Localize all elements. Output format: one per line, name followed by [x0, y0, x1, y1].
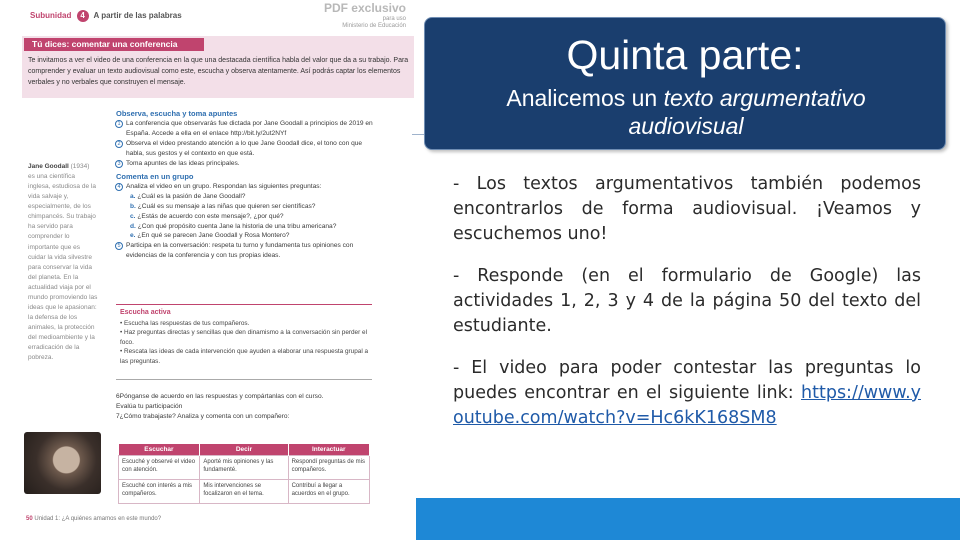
active-listening-box	[116, 304, 372, 380]
bottom-accent-bar	[416, 498, 960, 540]
page-footer	[26, 516, 161, 522]
table-cell: Aporté mis opiniones y las fundamenté.	[200, 455, 288, 479]
activity-3-text: Toma apuntes de las ideas principales.	[126, 159, 240, 167]
subtitle-italic: texto argumentativo audiovisual	[628, 85, 866, 139]
question-a: a. ¿Cuál es la pasión de Jane Goodall?	[130, 192, 246, 200]
activity-4-text: Analiza el video en un grupo. Respondan las siguientes preguntas:	[126, 182, 322, 190]
textbook-page-image	[0, 0, 416, 540]
activities-column-2	[116, 392, 378, 422]
box-item-2: • Haz preguntas directas y sencillas que den dinamismo a la conversación sin perder el foco.	[120, 329, 367, 346]
table-header: Decir	[200, 444, 288, 455]
page-number: 50	[26, 516, 33, 522]
question-d-text: ¿Con qué propósito cuenta Jane la historia de una tribu americana?	[137, 222, 337, 230]
activity-2-text: Observa el video prestando atención a lo que Jane Goodall dice, el tono con que habla, sus gestos y el contexto en que está.	[126, 140, 363, 157]
activities-column	[116, 106, 378, 261]
bullet-paragraph: - Los textos argumentativos también podemos encontrarlos de forma audiovisual. ¡Veamos y escuchemos uno!	[453, 174, 921, 244]
subunit-header	[30, 10, 182, 22]
pdf-sub: para uso	[382, 15, 406, 22]
table-row	[119, 455, 370, 479]
section-comenta: Comenta en un grupo	[116, 171, 194, 181]
activity-7-text: ¿Cómo trabajaste? Analiza y comenta con un compañero:	[119, 412, 290, 420]
intro-text: Te invitamos a ver el video de una conferencia en la que una destacada científica habla del valor que da a su trabajo. Para comprender y evaluar un texto audiovisual como este, escucha y observa atentamente. Así podrás captar los elementos verbales y no verbales que construyen el mensaje.	[28, 57, 409, 86]
subunit-label: Subunidad	[30, 11, 72, 20]
pdf-ministry: Ministerio de Educación	[342, 22, 406, 29]
activity-6: 6Pónganse de acuerdo en las respuestas y compártanlas con el curso.	[116, 393, 324, 400]
bullet-text: - El video para poder contestar las preguntas lo puedes encontrar en el siguiente link:	[453, 358, 921, 403]
section-evalua: Evalúa tu participación	[116, 402, 183, 410]
question-d: d. ¿Con qué propósito cuenta Jane la historia de una tribu americana?	[130, 222, 337, 230]
table-cell: Escuché y observé el video con atención.	[119, 455, 200, 479]
question-b-text: ¿Cuál es su mensaje a las niñas que quieren ser científicas?	[137, 202, 316, 210]
table-cell: Mis intervenciones se focalizaron en el tema.	[200, 479, 288, 503]
youtube-link[interactable]: https://www.youtube.com/watch?v=Hc6kK168SM8	[453, 383, 921, 428]
slide-title: Quinta parte:	[566, 32, 804, 78]
table-header: Interactuar	[288, 444, 369, 455]
jane-goodall-photo	[24, 432, 101, 494]
box-item-3: • Rescata las ideas de cada intervención que ayuden a elaborar una respuesta grupal a las preguntas.	[120, 348, 369, 365]
title-panel	[424, 17, 946, 150]
activity-1-text: La conferencia que observarás fue dictada por Jane Goodall a principios de 2019 en España. Accede a ella en el enlace http://bit.ly/2ut2NYf	[126, 120, 373, 138]
subunit-number: 4	[77, 10, 89, 22]
bio-years: (1934)	[70, 163, 90, 170]
table-cell: Escuché con interés a mis compañeros.	[119, 479, 200, 503]
subunit-title: A partir de las palabras	[93, 11, 182, 20]
activity-7: 7¿Cómo trabajaste? Analiza y comenta con un compañero:	[116, 412, 290, 420]
activity-2: 2 Observa el video prestando atención a lo que Jane Goodall dice, el tono con que habla, sus gestos y el contexto en que está.	[116, 139, 378, 159]
bullet-paragraph: - Responde (en el formulario de Google) las actividades 1, 2, 3 y 4 de la página 50 del texto del estudiante.	[453, 266, 921, 336]
footer-text: Unidad 1: ¿A quiénes amamos en este mundo?	[34, 516, 162, 522]
pdf-label: PDF exclusivo	[323, 1, 406, 15]
table-cell: Respondí preguntas de mis compañeros.	[288, 455, 369, 479]
question-b: b. ¿Cuál es su mensaje a las niñas que quieren ser científicas?	[130, 202, 316, 210]
activity-4: 4 Analiza el video en un grupo. Respondan las siguientes preguntas:	[116, 182, 378, 192]
question-c: c. ¿Estás de acuerdo con este mensaje?, ¿por qué?	[130, 212, 284, 220]
activity-5: 5 Participa en la conversación: respeta tu turno y fundamenta tus opiniones con evidencias de la conferencia y con tus propias ideas.	[116, 241, 378, 261]
self-evaluation-table	[118, 444, 370, 504]
activity-1: 1 La conferencia que observarás fue dictada por Jane Goodall a principios de 2019 en España. Accede a ella en el enlace http://bit.ly/2ut2NYf	[116, 119, 378, 139]
activity-3: 3 Toma apuntes de las ideas principales.	[116, 159, 378, 169]
table-cell: Contribuí a llegar a acuerdos en el grupo.	[288, 479, 369, 503]
slide-body	[453, 172, 921, 448]
question-c-text: ¿Estás de acuerdo con este mensaje?, ¿por qué?	[137, 212, 284, 220]
activity-6-text: Pónganse de acuerdo en las respuestas y compártanlas con el curso.	[119, 393, 324, 400]
biography-sidebar	[28, 162, 98, 363]
box-item-1: • Escucha las respuestas de tus compañeros.	[120, 319, 250, 327]
question-a-text: ¿Cuál es la pasión de Jane Goodall?	[137, 192, 246, 200]
table-header: Escuchar	[119, 444, 200, 455]
question-e: e. ¿En qué se parecen Jane Goodall y Rosa Montero?	[130, 232, 290, 240]
question-e-text: ¿En qué se parecen Jane Goodall y Rosa Montero?	[137, 232, 290, 240]
bullet-paragraph	[453, 356, 921, 431]
bio-name: Jane Goodall	[28, 163, 69, 170]
activity-5-text: Participa en la conversación: respeta tu turno y fundamenta tus opiniones con evidencias de la conferencia y con tus propias ideas.	[126, 242, 354, 260]
slide-subtitle	[455, 84, 917, 140]
box-title: Escucha activa	[120, 309, 171, 316]
pdf-exclusive-stamp	[320, 2, 406, 30]
section-tag: Tú dices: comentar una conferencia	[24, 38, 204, 51]
subtitle-plain: Analicemos un	[506, 85, 664, 111]
section-observa: Observa, escucha y toma apuntes	[116, 109, 238, 118]
table-row	[119, 479, 370, 503]
bio-text: es una científica inglesa, estudiosa de la vida salvaje y, especialmente, de los chimpancés. Su trabajo ha servido para comprender lo importante que es cuidar la vida silvestre para conservar la vida del planeta. En la actualidad viaja por el mundo promoviendo las ideas que le apasionan: la defensa de los animales, la protección del medioambiente y la erradicación de la pobreza.	[28, 173, 98, 362]
